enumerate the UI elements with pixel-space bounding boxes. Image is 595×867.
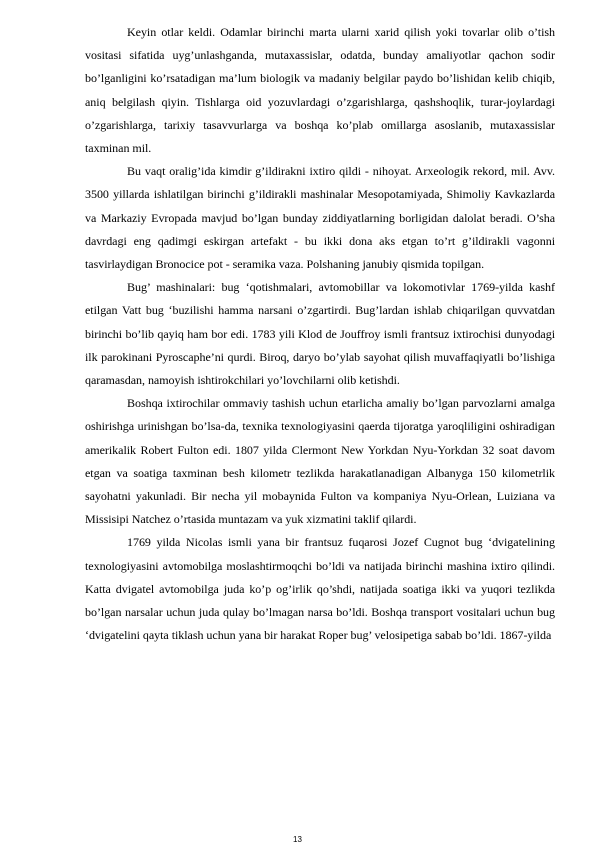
paragraph-horses: Keyin otlar keldi. Odamlar birinchi marta ularni xarid qilish yoki tovarlar olib o’tish vositasi sifatida uyg’unlashganda, mutaxassislar, odatda, bunday amaliyotlar qachon sodir bo’lganligini ko’rsatadigan ma’lum biologik va madaniy belgilar paydo bo’lishidan kelib chiqib, aniq belgilash qiyin. Tishlarga oid yozuvlardagi o’zgarishlarga, qashshoqlik, turar-joylardagi o’zgarishlarga, tarixiy tasavvurlarga va boshqa ko’plab omillarga asoslanib, mutaxassislar taxminan mil. — [85, 25, 555, 156]
paragraph-steam-engines: Bug’ mashinalari: bug ‘qotishmalari, avtomobillar va lokomotivlar 1769-yilda kashf etilgan Vatt bug ‘buzilishi hamma narsani o’zgartirdi. Bug’lardan ishlab chiqarilgan quvvatdan birinchi bo’lib qayiq ham bor edi. 1783 yili Klod de Jouffroy ismli frantsuz ixtirochisi dunyodagi ilk parokinani Pyroscaphe’ni qurdi. Biroq, daryo bo’ylab sayohat qilish muvaffaqiyatli bo’lishiga qaramasdan, namoyish ishtirokchilari yo’lovchilarni olib ketishdi. — [85, 280, 555, 388]
paragraph-wheel: Bu vaqt oralig’ida kimdir g’ildirakni ixtiro qildi - nihoyat. Arxeologik rekord, mil. Avv. 3500 yillarda ishlatilgan birinchi g’ildirakli mashinalar Mesopotamiyada, Shimoliy Kavkazlarda va Markaziy Evropada mavjud bo’lgan bunday ziddiyatlarning borligidan dalolat beradi. O’sha davrdagi eng qadimgi eskirgan artefakt - bu ikki dona aks etgan to’rt g’ildirakli vagonni tasvirlaydigan Bronocice pot - seramika vaza. Polshaning janubiy qismida topilgan. — [85, 164, 555, 272]
document-body — [85, 21, 555, 647]
page-number: 13 — [293, 835, 302, 844]
paragraph-fulton: Boshqa ixtirochilar ommaviy tashish uchun etarlicha amaliy bo’lgan parvozlarni amalga oshirishga urinishgan bo’lsa-da, texnika texnologiyasini qaerda tijoratga yaroqliligini oshiradigan amerikalik Robert Fulton edi. 1807 yilda Clermont New Yorkdan Nyu-Yorkdan 32 soat davom etgan va soatiga taxminan besh kilometr tezlikda harakatlanadigan Albanyga 150 kilometrlik sayohatni yakunladi. Bir necha yil mobaynida Fulton va kompaniya Nyu-Orlean, Luiziana va Missisipi Natchez o’rtasida muntazam va yuk xizmatini taklif qilardi. — [85, 396, 555, 527]
paragraph-cugnot: 1769 yilda Nicolas ismli yana bir frantsuz fuqarosi Jozef Cugnot bug ‘dvigatelining texnologiyasini avtomobilga moslashtirmoqchi bo’ldi va natijada birinchi mashina ixtiro qilindi. Katta dvigatel avtomobilga juda ko’p og’irlik qo’shdi, natijada soatiga ikki va yuqori tezlikda bo’lgan narsalar uchun juda qulay bo’lmagan narsa bo’ldi. Boshqa transport vositalari uchun bug ‘dvigatelini qayta tiklash uchun yana bir harakat Roper bug’ velosipetiga sabab bo’ldi. 1867-yilda — [85, 535, 555, 643]
